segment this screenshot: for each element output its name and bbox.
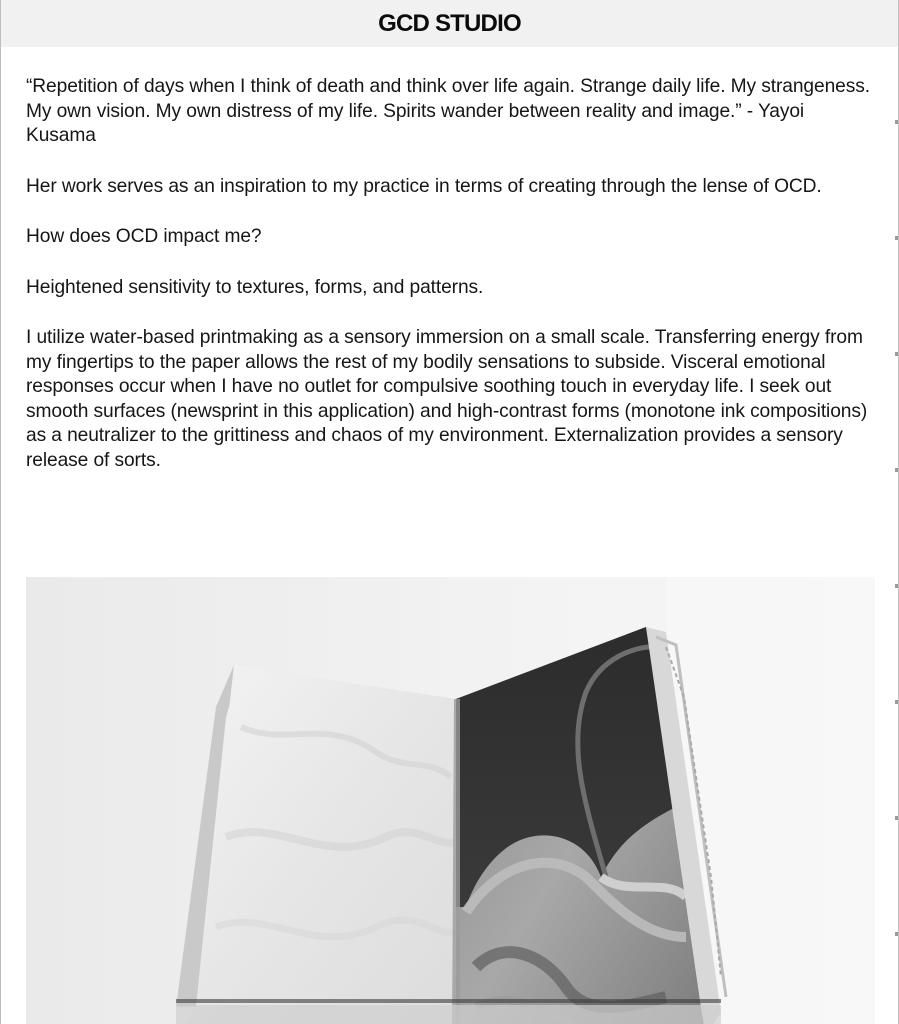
question-paragraph: How does OCD impact me? — [26, 226, 262, 247]
practice-paragraph: I utilize water-based printmaking as a sensory immersion on a small scale. Transferring energy from my fingertips to the paper allows the rest of my bodily sensations to subside. Visceral emotional responses occur when I have no outlet for compulsive soothing touch in everyday life. I seek out smooth surfaces (newsprint in this application) and high-contrast forms (monotone ink compositions) as a neutralizer to the grittiness and chaos of my environment. Externalization provides a sensory release of sorts. — [26, 327, 868, 471]
edge-marker — [895, 932, 898, 936]
edge-marker — [895, 236, 898, 240]
open-book-illustration — [26, 577, 875, 1024]
site-header — [1, 0, 898, 47]
edge-marker — [895, 468, 898, 472]
article-body — [1, 47, 898, 473]
inspiration-paragraph: Her work serves as an inspiration to my practice in terms of creating through the lense of OCD. — [26, 175, 822, 197]
sensitivity-paragraph: Heightened sensitivity to textures, forms, and patterns. — [26, 276, 484, 298]
edge-marker — [895, 120, 898, 124]
edge-marker — [895, 816, 898, 820]
quote-paragraph: “Repetition of days when I think of death and think over life again. Strange daily life. My strangeness. My own vision. My own distress of my life. Spirits wander between reality and image.” - Yayoi Kusama — [26, 76, 870, 146]
page-edge-markers — [895, 0, 898, 1024]
book-photo — [26, 577, 875, 1024]
edge-marker — [895, 700, 898, 704]
edge-marker — [895, 584, 898, 588]
edge-marker — [895, 352, 898, 356]
site-title[interactable]: GCD STUDIO — [378, 9, 521, 37]
